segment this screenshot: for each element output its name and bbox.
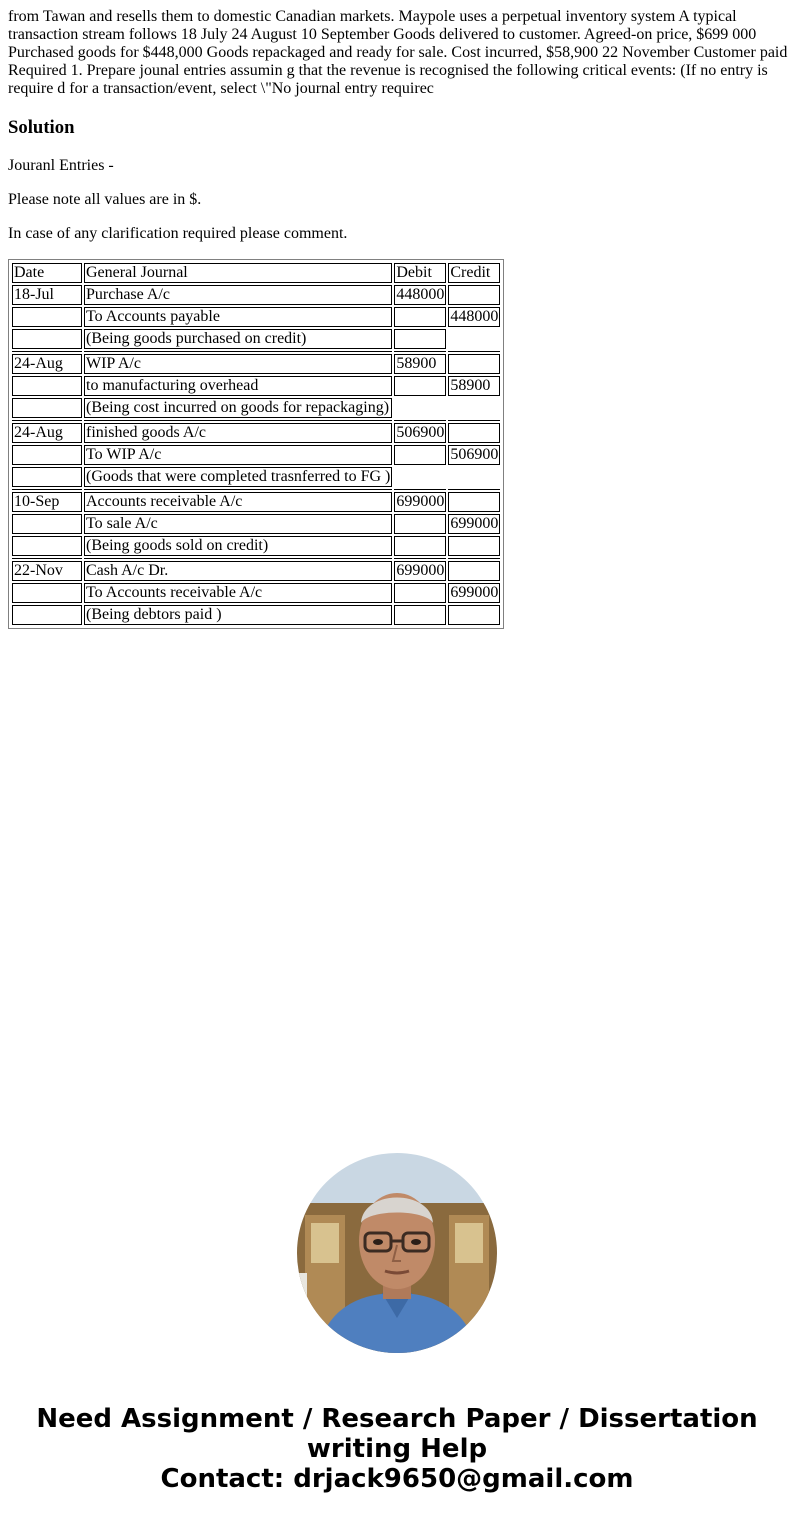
table-row <box>12 354 500 374</box>
row-debit <box>394 329 446 349</box>
table-row <box>12 285 500 305</box>
row-journal: To Accounts receivable A/c <box>84 583 392 603</box>
row-journal: To Accounts payable <box>84 307 392 327</box>
row-credit <box>448 561 500 581</box>
author-portrait-illustration <box>297 1153 497 1353</box>
table-row <box>12 514 500 534</box>
table-row <box>12 398 500 418</box>
row-credit <box>448 467 500 487</box>
row-debit <box>394 514 446 534</box>
row-debit: 699000 <box>396 493 445 510</box>
row-date <box>12 398 82 418</box>
row-date: 24-Aug <box>12 423 82 443</box>
row-journal: (Being goods sold on credit) <box>84 536 392 556</box>
row-debit: 448000 <box>396 286 445 303</box>
question-text: from Tawan and resells them to domestic Canadian markets. Maypole uses a perpetual inventory system A typical transaction stream follows 18 July 24 August 10 September Goods delivered to customer. Agreed-on price, $699 000 Purchased goods for $448,000 Goods repackaged and ready for sale. Cost incurred, $58,900 22 November Customer paid Required 1. Prepare jounal entries assumin g that the revenue is recognised the following critical events: (If no entry is require d for a transaction/event, select \"No journal entry requirec <box>8 8 788 97</box>
clarification-note: In case of any clarification required please comment. <box>8 225 348 242</box>
row-date <box>12 376 82 396</box>
solution-heading: Solution <box>8 117 75 138</box>
row-credit <box>448 605 500 625</box>
entry-separator <box>12 489 500 490</box>
row-credit: 448000 <box>450 308 499 325</box>
row-date: 18-Jul <box>12 285 82 305</box>
row-date <box>12 514 82 534</box>
row-debit <box>394 467 446 487</box>
table-row <box>12 445 500 465</box>
row-journal: finished goods A/c <box>84 423 392 443</box>
row-journal: (Being debtors paid ) <box>84 605 392 625</box>
row-debit <box>394 398 446 418</box>
row-date <box>12 583 82 603</box>
entry-separator <box>12 351 500 352</box>
table-row <box>12 536 500 556</box>
row-debit: 506900 <box>396 424 445 441</box>
row-credit <box>448 423 500 443</box>
header-date: Date <box>12 263 82 283</box>
row-date <box>12 307 82 327</box>
row-date <box>12 536 82 556</box>
row-journal: Purchase A/c <box>84 285 392 305</box>
promo-line-1: Need Assignment / Research Paper / Dissertation <box>36 1404 758 1434</box>
row-debit: 58900 <box>394 354 446 374</box>
values-note: Please note all values are in $. <box>8 191 202 208</box>
row-credit <box>448 285 500 305</box>
header-general-journal: General Journal <box>84 263 392 283</box>
row-credit <box>448 354 500 374</box>
row-debit <box>394 445 446 465</box>
row-credit <box>448 329 500 349</box>
row-debit <box>394 307 446 327</box>
table-row <box>12 583 500 603</box>
row-journal: To WIP A/c <box>84 445 392 465</box>
row-date: 22-Nov <box>12 561 82 581</box>
entry-separator <box>12 420 500 421</box>
promo-line-2: writing Help <box>306 1434 488 1464</box>
table-row <box>12 492 500 512</box>
header-debit: Debit <box>394 263 446 283</box>
row-date <box>12 467 82 487</box>
journal-table <box>8 259 504 629</box>
row-debit <box>394 583 446 603</box>
row-journal: To sale A/c <box>84 514 392 534</box>
promo-banner <box>0 1404 794 1494</box>
row-journal: Accounts receivable A/c <box>84 492 392 512</box>
table-row <box>12 329 500 349</box>
row-journal: (Being cost incurred on goods for repackaging) <box>84 398 392 418</box>
row-journal: (Goods that were completed trasnferred to FG ) <box>86 468 391 485</box>
author-avatar <box>297 1153 497 1353</box>
row-debit: 699000 <box>396 562 445 579</box>
row-credit <box>448 398 500 418</box>
row-credit: 58900 <box>448 376 500 396</box>
row-journal: WIP A/c <box>84 354 392 374</box>
row-date: 10-Sep <box>12 492 82 512</box>
table-row <box>12 467 500 487</box>
table-row <box>12 561 500 581</box>
row-journal: to manufacturing overhead <box>84 376 392 396</box>
row-journal: (Being goods purchased on credit) <box>84 329 392 349</box>
table-row <box>12 605 500 625</box>
row-credit: 699000 <box>450 515 499 532</box>
table-row <box>12 376 500 396</box>
row-credit <box>448 492 500 512</box>
row-credit: 699000 <box>450 584 499 601</box>
promo-contact: Contact: drjack9650@gmail.com <box>160 1464 634 1494</box>
table-row <box>12 423 500 443</box>
row-journal: Cash A/c Dr. <box>84 561 392 581</box>
row-date: 24-Aug <box>12 354 82 374</box>
row-debit <box>394 536 446 556</box>
row-debit <box>394 605 446 625</box>
row-date <box>12 445 82 465</box>
row-date <box>12 605 82 625</box>
table-row <box>12 307 500 327</box>
row-credit <box>448 536 500 556</box>
entry-separator <box>12 558 500 559</box>
row-debit <box>394 376 446 396</box>
row-credit: 506900 <box>450 446 499 463</box>
header-credit: Credit <box>448 263 500 283</box>
journal-entries-intro: Jouranl Entries - <box>8 157 114 174</box>
table-header-row <box>12 263 500 283</box>
row-date <box>12 329 82 349</box>
